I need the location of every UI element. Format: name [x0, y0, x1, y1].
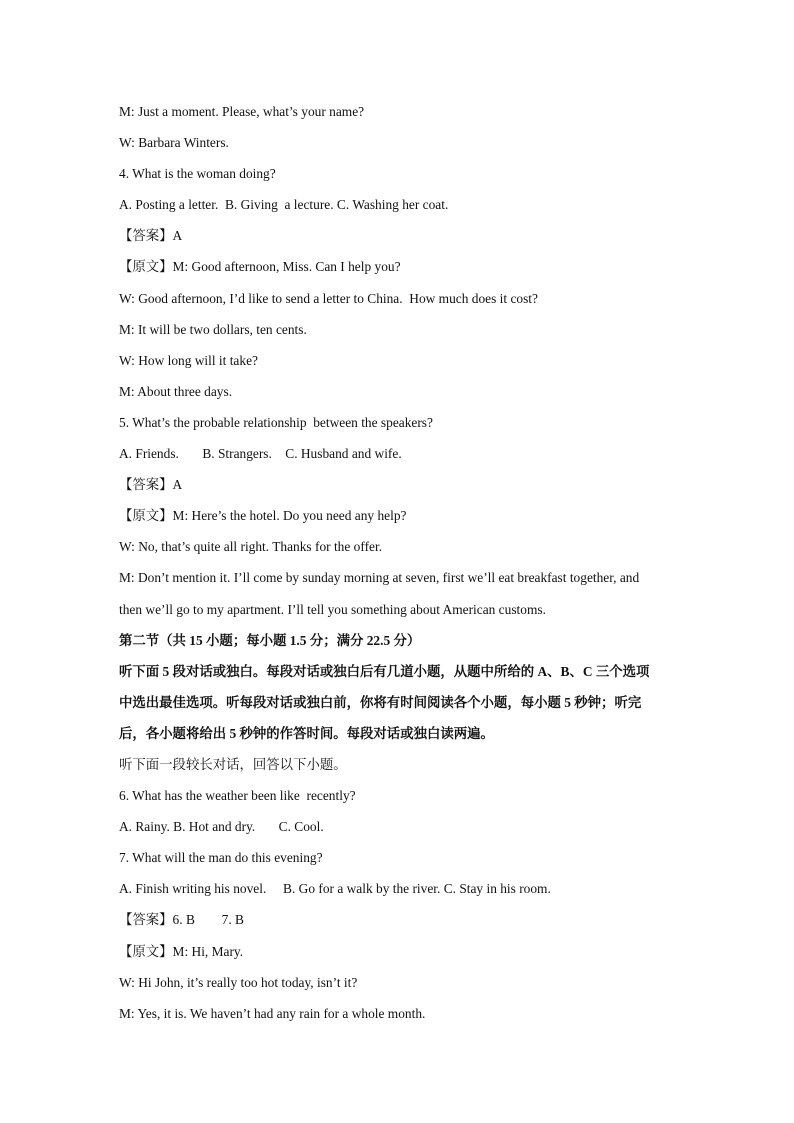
answer-line: 【答案】A [119, 228, 183, 244]
dialogue-line: M: Just a moment. Please, what’s your name? [119, 104, 365, 119]
document-body [119, 100, 679, 1033]
dialogue-line: M: It will be two dollars, ten cents. [119, 321, 307, 337]
question-6-options: A. Rainy. B. Hot and dry. C. Cool. [119, 819, 324, 835]
listening-prompt: 听下面一段较长对话，回答以下小题。 [119, 756, 347, 772]
dialogue-line: W: Hi John, it’s really too hot today, isn’t it? [119, 974, 358, 990]
transcript-line: 【原文】M: Here’s the hotel. Do you need any help? [119, 508, 407, 524]
question-5-options: A. Friends. B. Strangers. C. Husband and wife. [119, 446, 402, 462]
question-4: 4. What is the woman doing? [119, 166, 276, 182]
dialogue-line: M: About three days. [119, 383, 233, 399]
answer-line: 【答案】6. B 7. B [119, 912, 244, 928]
answer-line: 【答案】A [119, 477, 183, 493]
dialogue-line-continued: then we’ll go to my apartment. I’ll tell you something about American customs. [119, 601, 546, 617]
dialogue-line: W: Barbara Winters. [119, 135, 229, 151]
dialogue-line: M: Yes, it is. We haven’t had any rain for a whole month. [119, 1005, 426, 1021]
question-5: 5. What’s the probable relationship between the speakers? [119, 414, 433, 430]
question-7: 7. What will the man do this evening? [119, 850, 323, 866]
dialogue-line: M: Don’t mention it. I’ll come by sunday morning at seven, first we’ll eat breakfast together, and [119, 570, 640, 586]
section-heading: 第二节（共 15 小题；每小题 1.5 分；满分 22.5 分） [119, 632, 421, 648]
section-instructions: 听下面 5 段对话或独白。每段对话或独白后有几道小题，从题中所给的 A、B、C 三个选项 [119, 663, 650, 679]
question-7-options: A. Finish writing his novel. B. Go for a walk by the river. C. Stay in his room. [119, 881, 551, 897]
question-4-options: A. Posting a letter. B. Giving a lecture. C. Washing her coat. [119, 197, 449, 213]
transcript-line: 【原文】M: Hi, Mary. [119, 943, 244, 959]
question-6: 6. What has the weather been like recently? [119, 788, 356, 804]
transcript-line: 【原文】M: Good afternoon, Miss. Can I help you? [119, 259, 401, 275]
dialogue-line: W: Good afternoon, I’d like to send a letter to China. How much does it cost? [119, 290, 538, 306]
section-instructions: 后，各小题将给出 5 秒钟的作答时间。每段对话或独白读两遍。 [119, 725, 494, 741]
section-instructions: 中选出最佳选项。听每段对话或独白前，你将有时间阅读各个小题，每小题 5 秒钟；听完 [119, 694, 642, 710]
dialogue-line: W: How long will it take? [119, 352, 258, 368]
dialogue-line: W: No, that’s quite all right. Thanks for the offer. [119, 539, 383, 555]
